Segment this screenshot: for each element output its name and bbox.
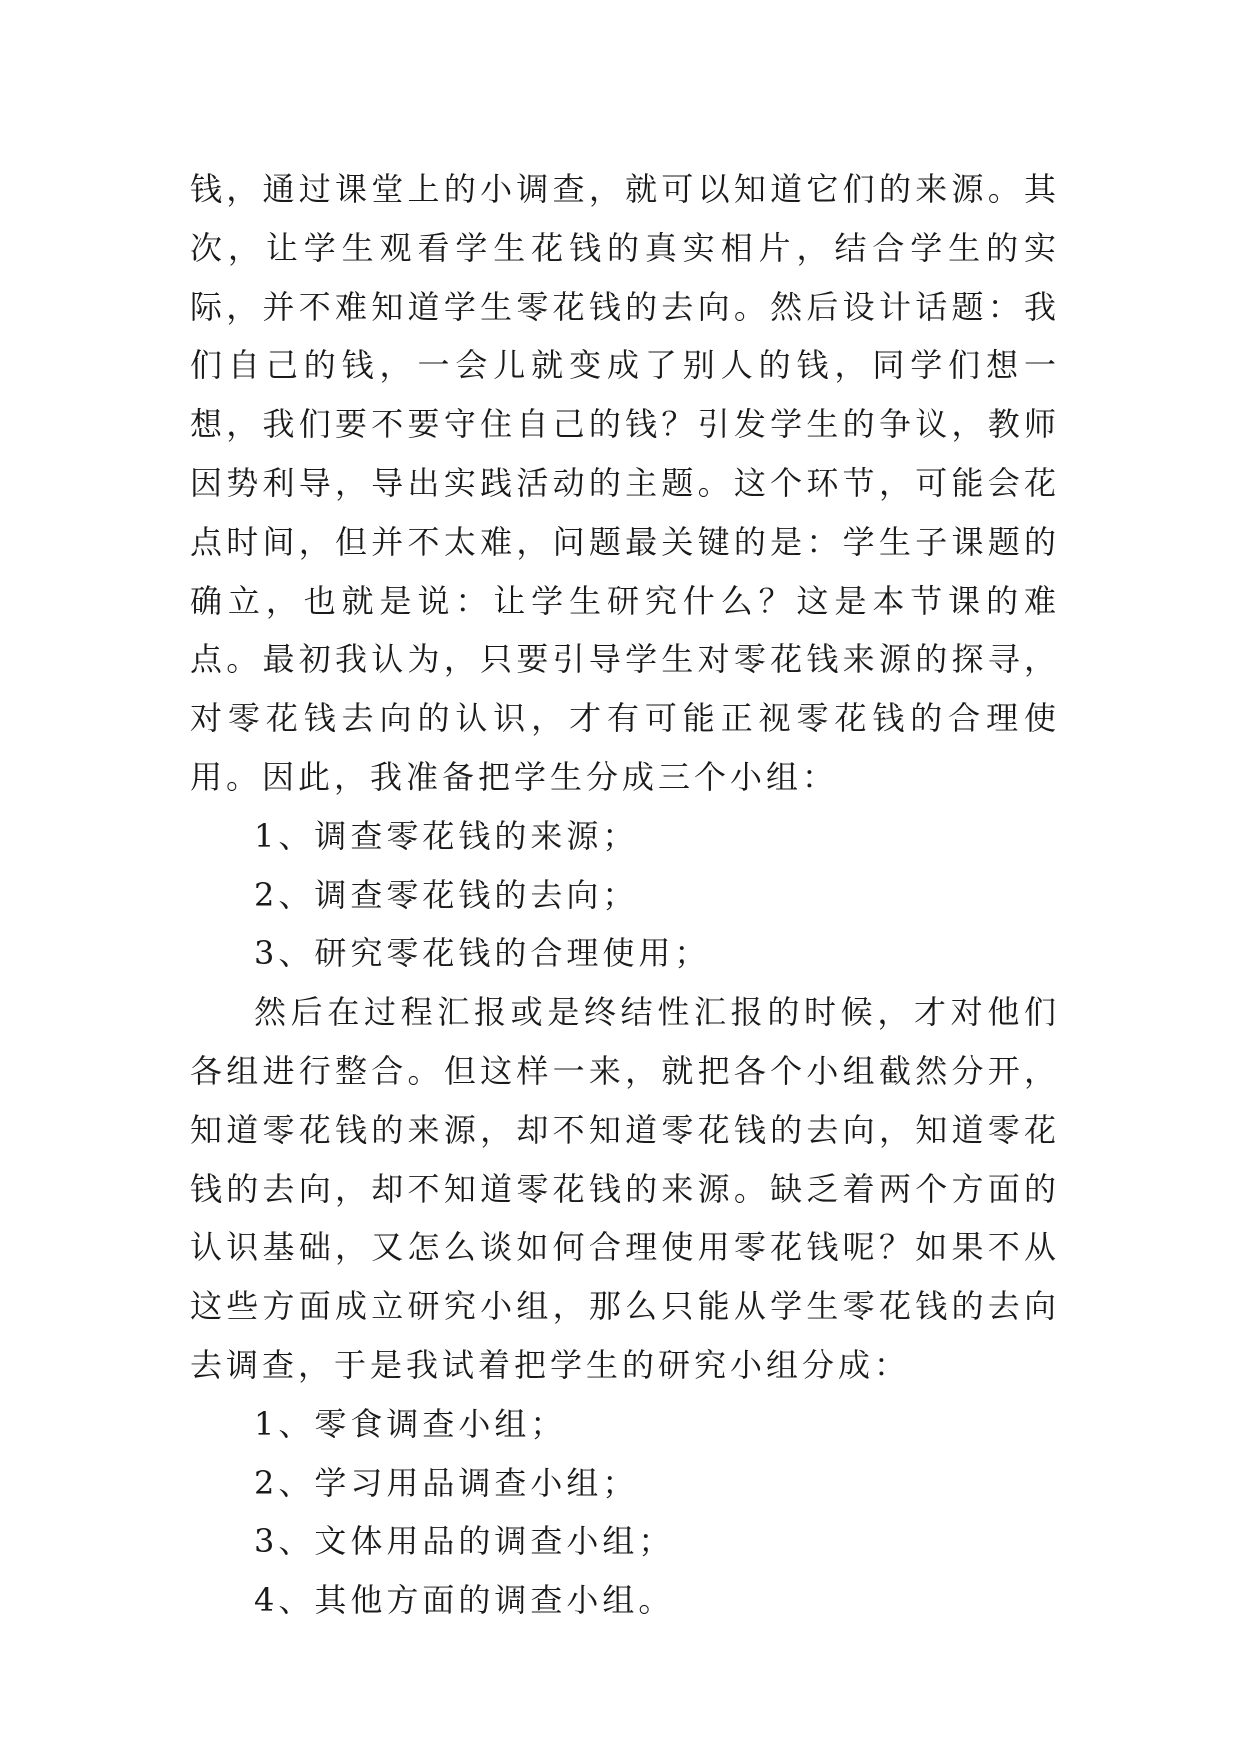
paragraph-continuation: 钱，通过课堂上的小调查，就可以知道它们的来源。其次，让学生观看学生花钱的真实相片，结合学生的实际，并不难知道学生零花钱的去向。然后设计话题：我们自己的钱，一会儿就变成了别人的钱，同学们想一想，我们要不要守住自己的钱？引发学生的争议，教师因势利导，导出实践活动的主题。这个环节，可能会花点时间，但并不太难，问题最关键的是：学生子课题的确立，也就是说：让学生研究什么？这是本节课的难点。最初我认为，只要引导学生对零花钱来源的探寻，对零花钱去向的认识，才有可能正视零花钱的合理使用。因此，我准备把学生分成三个小组： (190, 170, 1060, 796)
list-item: 2、学习用品调查小组； (254, 1463, 639, 1502)
document-body (190, 160, 1060, 1630)
paragraph: 然后在过程汇报或是终结性汇报的时候，才对他们各组进行整合。但这样一来，就把各个小组截然分开，知道零花钱的来源，却不知道零花钱的去向，知道零花钱的去向，却不知道零花钱的来源。缺乏着两个方面的认识基础，又怎么谈如何合理使用零花钱呢？如果不从这些方面成立研究小组，那么只能从学生零花钱的去向去调查，于是我试着把学生的研究小组分成： (190, 993, 1060, 1384)
list-item: 3、研究零花钱的合理使用； (254, 934, 711, 973)
list-item: 1、调查零花钱的来源； (254, 816, 639, 855)
list-item: 2、调查零花钱的去向； (254, 875, 639, 914)
list-item: 1、零食调查小组； (254, 1404, 567, 1443)
list-item: 4、其他方面的调查小组。 (254, 1581, 675, 1620)
list-item: 3、文体用品的调查小组； (254, 1522, 675, 1561)
